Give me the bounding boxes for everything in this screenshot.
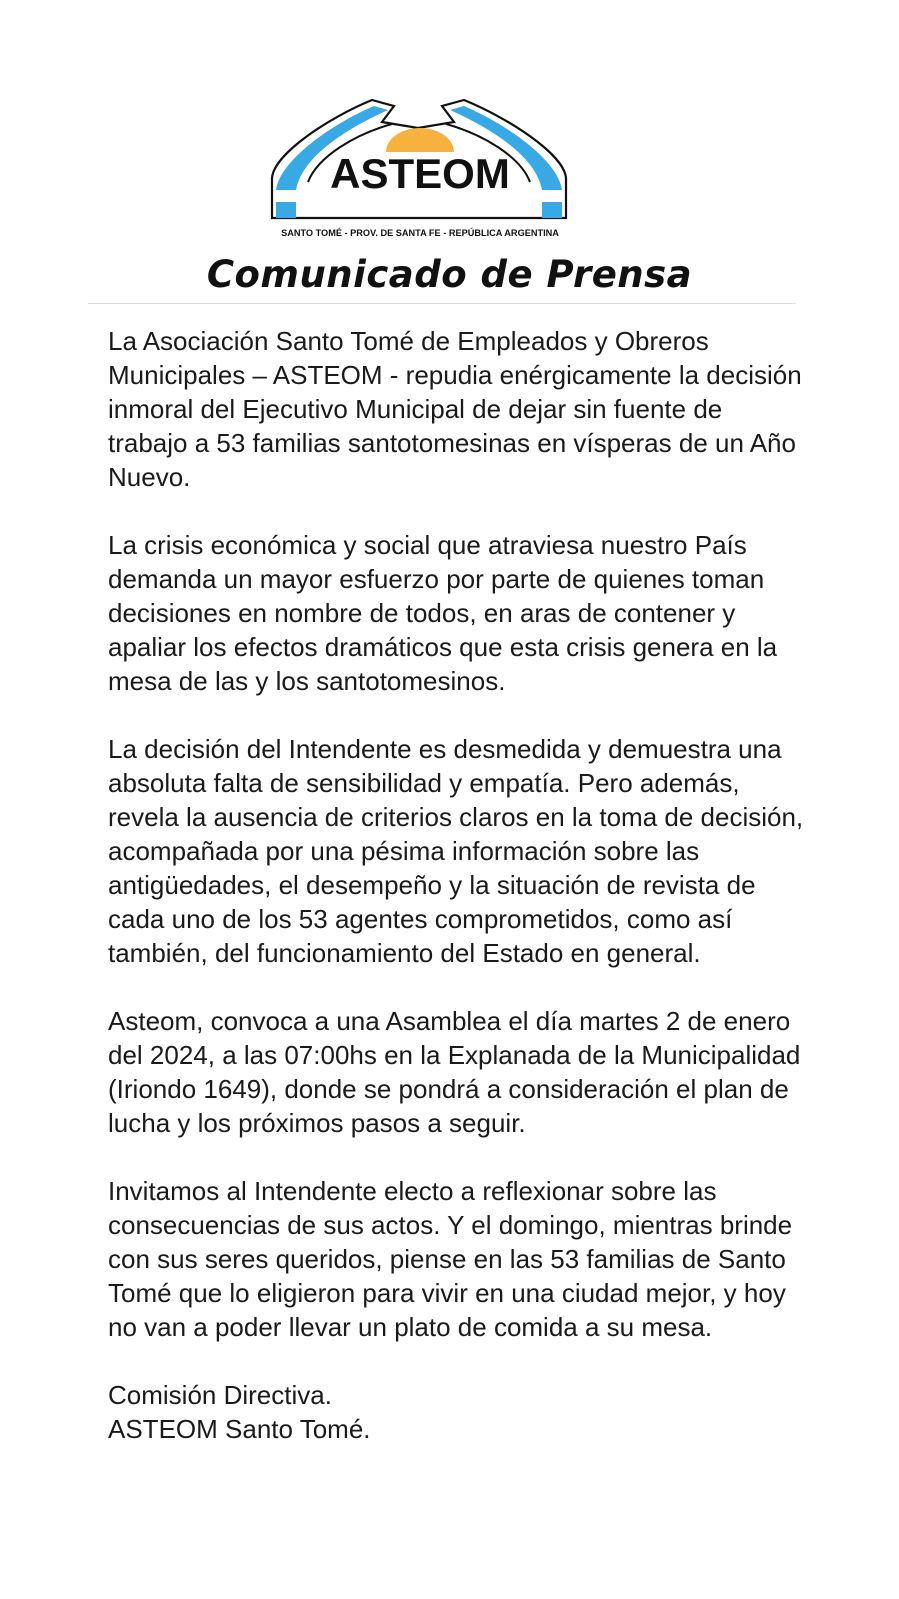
signature-line: Comisión Directiva. (108, 1380, 332, 1410)
paragraph: La Asociación Santo Tomé de Empleados y Obreros Municipales – ASTEOM - repudia enérgicamente la decisión inmoral del Ejecutivo Municipal de dejar sin fuente de trabajo a 53 familias santotomesinas en vísperas de un Año Nuevo. (108, 326, 802, 492)
signature (108, 1378, 808, 1446)
signature-line: ASTEOM Santo Tomé. (108, 1414, 371, 1444)
title-divider (88, 303, 796, 304)
logo-brand-text: ASTEOM (330, 150, 510, 197)
press-release-body (108, 324, 808, 1446)
logo-tagline: SANTO TOMÉ - PROV. DE SANTA FE - REPÚBLICA ARGENTINA (281, 228, 559, 238)
paragraph: La crisis económica y social que atraviesa nuestro País demanda un mayor esfuerzo por parte de quienes toman decisiones en nombre de todos, en aras de contener y apaliar los efectos dramáticos que esta crisis genera en la mesa de las y los santotomesinos. (108, 530, 778, 696)
paragraph: Asteom, convoca a una Asamblea el día martes 2 de enero del 2024, a las 07:00hs en la Explanada de la Municipalidad (Iriondo 1649), donde se pondrá a consideración el plan de lucha y los próximos pasos a seguir. (108, 1006, 801, 1138)
page-title: Comunicado de Prensa (206, 253, 693, 296)
logo-blue-band (542, 202, 562, 218)
paragraph: Invitamos al Intendente electo a reflexionar sobre las consecuencias de sus actos. Y el domingo, mientras brinde con sus seres queridos, piense en las 53 familias de Santo Tomé que lo eligieron para vivir en una ciudad mejor, y hoy no van a poder llevar un plato de comida a su mesa. (108, 1176, 793, 1342)
paragraph: La decisión del Intendente es desmedida y demuestra una absoluta falta de sensibilidad y empatía. Pero además, revela la ausencia de criterios claros en la toma de decisión, acompañada por una pésima información sobre las antigüedades, el desempeño y la situación de revista de cada uno de los 53 agentes comprometidos, como así también, del funcionamiento del Estado en general. (108, 734, 804, 968)
asteom-logo (268, 94, 572, 242)
logo-blue-band (276, 202, 296, 218)
